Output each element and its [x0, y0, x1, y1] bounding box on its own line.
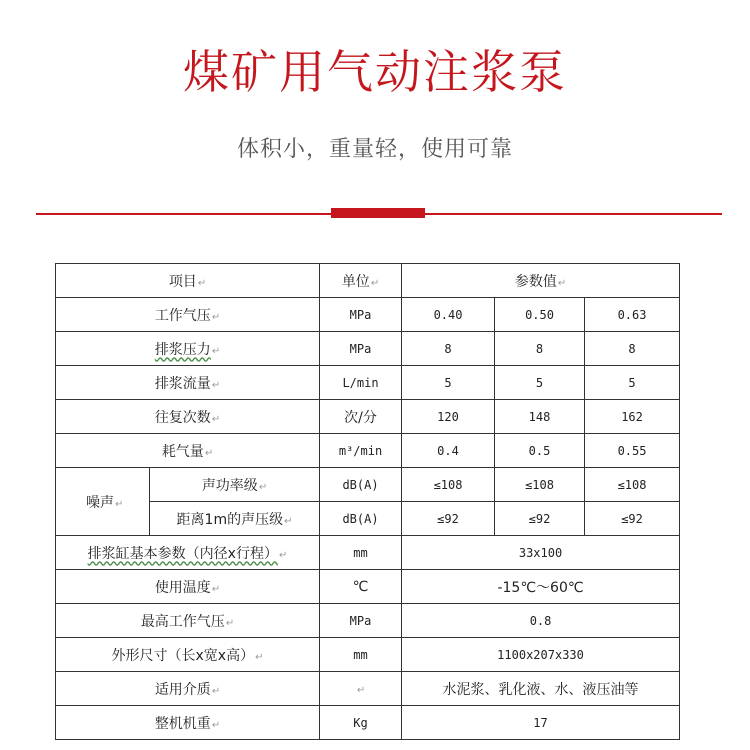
paragraph-mark: ↵ [204, 447, 214, 459]
cell-text: 排浆压力 [154, 341, 211, 358]
row-value: 5 [495, 366, 585, 400]
cell-text: 外形尺寸（长x宽x高） [111, 647, 255, 664]
row-value: 0.8 [402, 604, 680, 638]
table-row [56, 400, 680, 434]
row-unit: 次/分 [320, 400, 402, 434]
row-label [56, 570, 320, 604]
cell-text: 声功率级 [201, 477, 258, 494]
page-subtitle: 体积小，重量轻，使用可靠 [236, 137, 513, 162]
paragraph-mark: ↵ [225, 617, 235, 629]
row-unit: MPa [320, 298, 402, 332]
row-value: 8 [402, 332, 495, 366]
row-value: 0.40 [402, 298, 495, 332]
cell-text: 耗气量 [161, 443, 204, 460]
header-params [402, 264, 680, 298]
paragraph-mark: ↵ [255, 651, 264, 663]
cell-text: 项目 [168, 273, 197, 290]
table-row [56, 638, 680, 672]
row-value: 水泥浆、乳化液、水、液压油等 [402, 672, 680, 706]
row-unit: mm [320, 638, 402, 672]
row-unit: L/min [320, 366, 402, 400]
row-label [56, 604, 320, 638]
row-label [56, 434, 320, 468]
header-unit [320, 264, 402, 298]
row-label [56, 672, 320, 706]
cell-text: 排浆流量 [154, 375, 211, 392]
table-row [56, 706, 680, 740]
paragraph-mark: ↵ [211, 379, 221, 391]
paragraph-mark: ↵ [211, 583, 221, 595]
row-value: ≤108 [402, 468, 495, 502]
cell-text: 排浆缸基本参数（内径x行程） [87, 545, 278, 562]
paragraph-mark: ↵ [211, 719, 221, 731]
row-value: ≤108 [585, 468, 680, 502]
paragraph-mark: ↵ [211, 413, 221, 425]
row-value: 0.5 [495, 434, 585, 468]
cell-text: 噪声 [86, 494, 114, 511]
row-unit: dB(A) [320, 468, 402, 502]
table-row [56, 434, 680, 468]
row-value: ≤92 [585, 502, 680, 536]
table-row [56, 332, 680, 366]
table-row [56, 298, 680, 332]
row-value: 8 [495, 332, 585, 366]
paragraph-mark: ↵ [211, 311, 221, 323]
cell-text: 使用温度 [154, 579, 211, 596]
row-value: 0.55 [585, 434, 680, 468]
spec-table [55, 263, 680, 740]
row-label [56, 332, 320, 366]
row-value: 33x100 [402, 536, 680, 570]
paragraph-mark: ↵ [258, 481, 268, 493]
row-label [56, 536, 320, 570]
row-value: -15℃～60℃ [402, 570, 680, 604]
row-value: 8 [585, 332, 680, 366]
row-label [56, 400, 320, 434]
paragraph-mark: ↵ [557, 277, 567, 289]
table-row [56, 570, 680, 604]
row-value: 120 [402, 400, 495, 434]
cell-text: 参数值 [514, 273, 557, 290]
cell-text: 整机机重 [154, 715, 211, 732]
cell-text: 往复次数 [154, 409, 211, 426]
row-unit: dB(A) [320, 502, 402, 536]
table-row [56, 672, 680, 706]
row-unit: MPa [320, 332, 402, 366]
row-value: 5 [402, 366, 495, 400]
row-label [56, 706, 320, 740]
paragraph-mark: ↵ [197, 277, 207, 289]
paragraph-mark: ↵ [278, 549, 288, 561]
row-value: 0.4 [402, 434, 495, 468]
table-row [56, 536, 680, 570]
row-value: 17 [402, 706, 680, 740]
row-value: 148 [495, 400, 585, 434]
row-label [56, 366, 320, 400]
row-unit: MPa [320, 604, 402, 638]
paragraph-mark: ↵ [370, 277, 380, 289]
cell-text: 距离1m的声压级 [176, 511, 284, 528]
row-value: 0.63 [585, 298, 680, 332]
row-unit: Kg [320, 706, 402, 740]
row-unit: m³/min [320, 434, 402, 468]
paragraph-mark: ↵ [356, 684, 366, 696]
header-item [56, 264, 320, 298]
table-header-row [56, 264, 680, 298]
row-value: ≤92 [402, 502, 495, 536]
row-unit: mm [320, 536, 402, 570]
row-value: 1100x207x330 [402, 638, 680, 672]
paragraph-mark: ↵ [284, 515, 293, 527]
row-value: 5 [585, 366, 680, 400]
row-group-label [56, 468, 150, 536]
paragraph-mark: ↵ [211, 345, 221, 357]
row-value: 162 [585, 400, 680, 434]
row-value: 0.50 [495, 298, 585, 332]
table-row [56, 366, 680, 400]
cell-text: 最高工作气压 [140, 613, 225, 630]
row-value: ≤108 [495, 468, 585, 502]
cell-text: 适用介质 [154, 681, 211, 698]
cell-text: 单位 [341, 273, 370, 290]
page-title: 煤矿用气动注浆泵 [183, 45, 567, 99]
table-row [56, 502, 680, 536]
cell-text: 工作气压 [154, 307, 211, 324]
row-label [150, 468, 320, 502]
row-unit: ℃ [320, 570, 402, 604]
table-row [56, 604, 680, 638]
table-row [56, 468, 680, 502]
paragraph-mark: ↵ [115, 498, 124, 510]
row-label [56, 298, 320, 332]
row-label [150, 502, 320, 536]
row-unit [320, 672, 402, 706]
paragraph-mark: ↵ [211, 685, 221, 697]
row-label [56, 638, 320, 672]
divider-accent [331, 208, 425, 218]
row-value: ≤92 [495, 502, 585, 536]
